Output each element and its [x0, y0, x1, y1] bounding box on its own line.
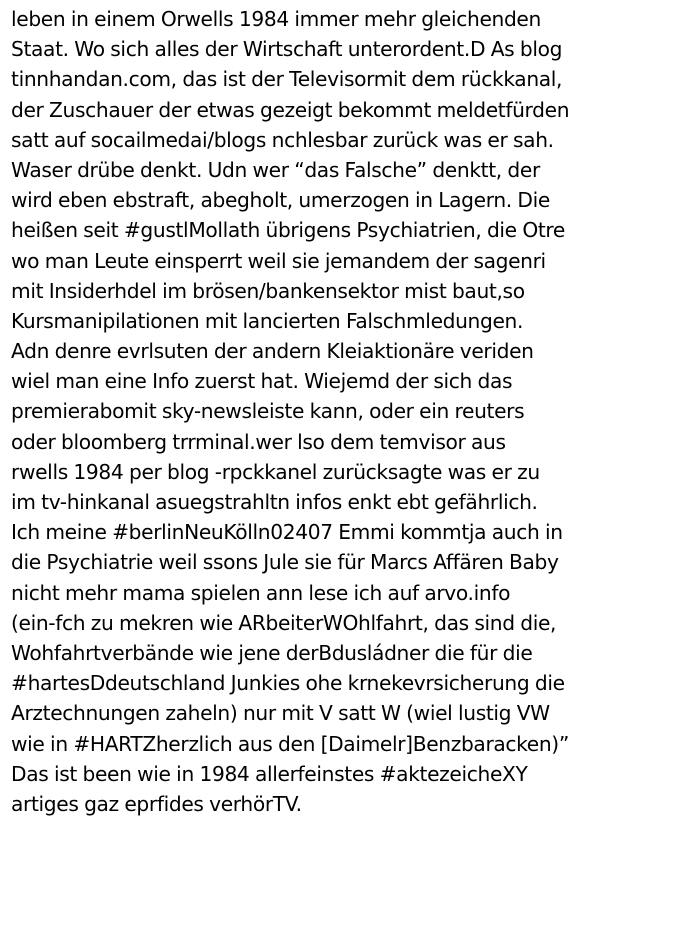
document-page	[11, 4, 681, 936]
text-line-5: satt auf socailmedai/blogs nchlesbar zurück was er sah.	[11, 127, 554, 152]
text-line-20: nicht mehr mama spielen ann lese ich auf arvo.info	[11, 580, 511, 605]
text-line-2: Staat. Wo sich alles der Wirtschaft unterordent.D As blog	[11, 37, 563, 62]
text-line-7: wird eben ebstraft, abegholt, umerzogen in Lagern. Die	[11, 188, 550, 213]
text-line-3: tinnhandan.com, das ist der Televisormit dem rückkanal,	[11, 67, 563, 92]
text-line-18: Ich meine #berlinNeuKölln02407 Emmi kommtja auch in	[11, 520, 563, 545]
text-line-24: Arztechnungen zaheln) nur mit V satt W (wiel lustig VW	[11, 701, 550, 726]
text-line-25: wie in #HARTZherzlich aus den [Daimelr]Benzbaracken)”	[11, 731, 569, 756]
text-line-27: artiges gaz eprfides verhörTV.	[11, 791, 302, 816]
text-line-12: Adn denre evrlsuten der andern Kleiaktionäre veriden	[11, 339, 534, 364]
text-line-16: rwells 1984 per blog -rpckkanel zurücksagte was er zu	[11, 459, 540, 484]
text-line-9: wo man Leute einsperrt weil sie jemandem der sagenri	[11, 248, 546, 273]
text-line-1: leben in einem Orwells 1984 immer mehr gleichenden	[11, 7, 541, 31]
text-line-4: der Zuschauer der etwas gezeigt bekommt meldetfürden	[11, 97, 570, 122]
text-line-8: heißen seit #gustlMollath übrigens Psychiatrien, die Otre	[11, 218, 566, 243]
text-line-6: Waser drübe denkt. Udn wer “das Falsche” denktt, der	[11, 157, 540, 182]
text-line-13: wiel man eine Info zuerst hat. Wiejemd der sich das	[11, 369, 513, 394]
text-line-22: Wohfahrtverbände wie jene derBdusládner die für die	[11, 640, 533, 665]
text-line-26: Das ist been wie in 1984 allerfeinstes #aktezeicheXY	[11, 761, 528, 786]
text-line-15: oder bloomberg trrminal.wer lso dem temvisor aus	[11, 429, 506, 454]
text-line-17: im tv-hinkanal asuegstrahltn infos enkt ebt gefährlich.	[11, 490, 538, 514]
text-line-10: mit Insiderhdel im brösen/bankensektor mist baut,so	[11, 278, 525, 303]
text-line-14: premierabomit sky-newsleiste kann, oder ein reuters	[11, 399, 525, 424]
text-line-23: #hartesDdeutschland Junkies ohe krnekevrsicherung die	[11, 671, 565, 696]
text-line-21: (ein-fch zu mekren wie ARbeiterWOhlfahrt, das sind die,	[11, 610, 557, 635]
text-line-19: die Psychiatrie weil ssons Jule sie für Marcs Affären Baby	[11, 550, 559, 575]
text-line-11: Kursmanipilationen mit lancierten Falschmledungen.	[11, 308, 524, 333]
